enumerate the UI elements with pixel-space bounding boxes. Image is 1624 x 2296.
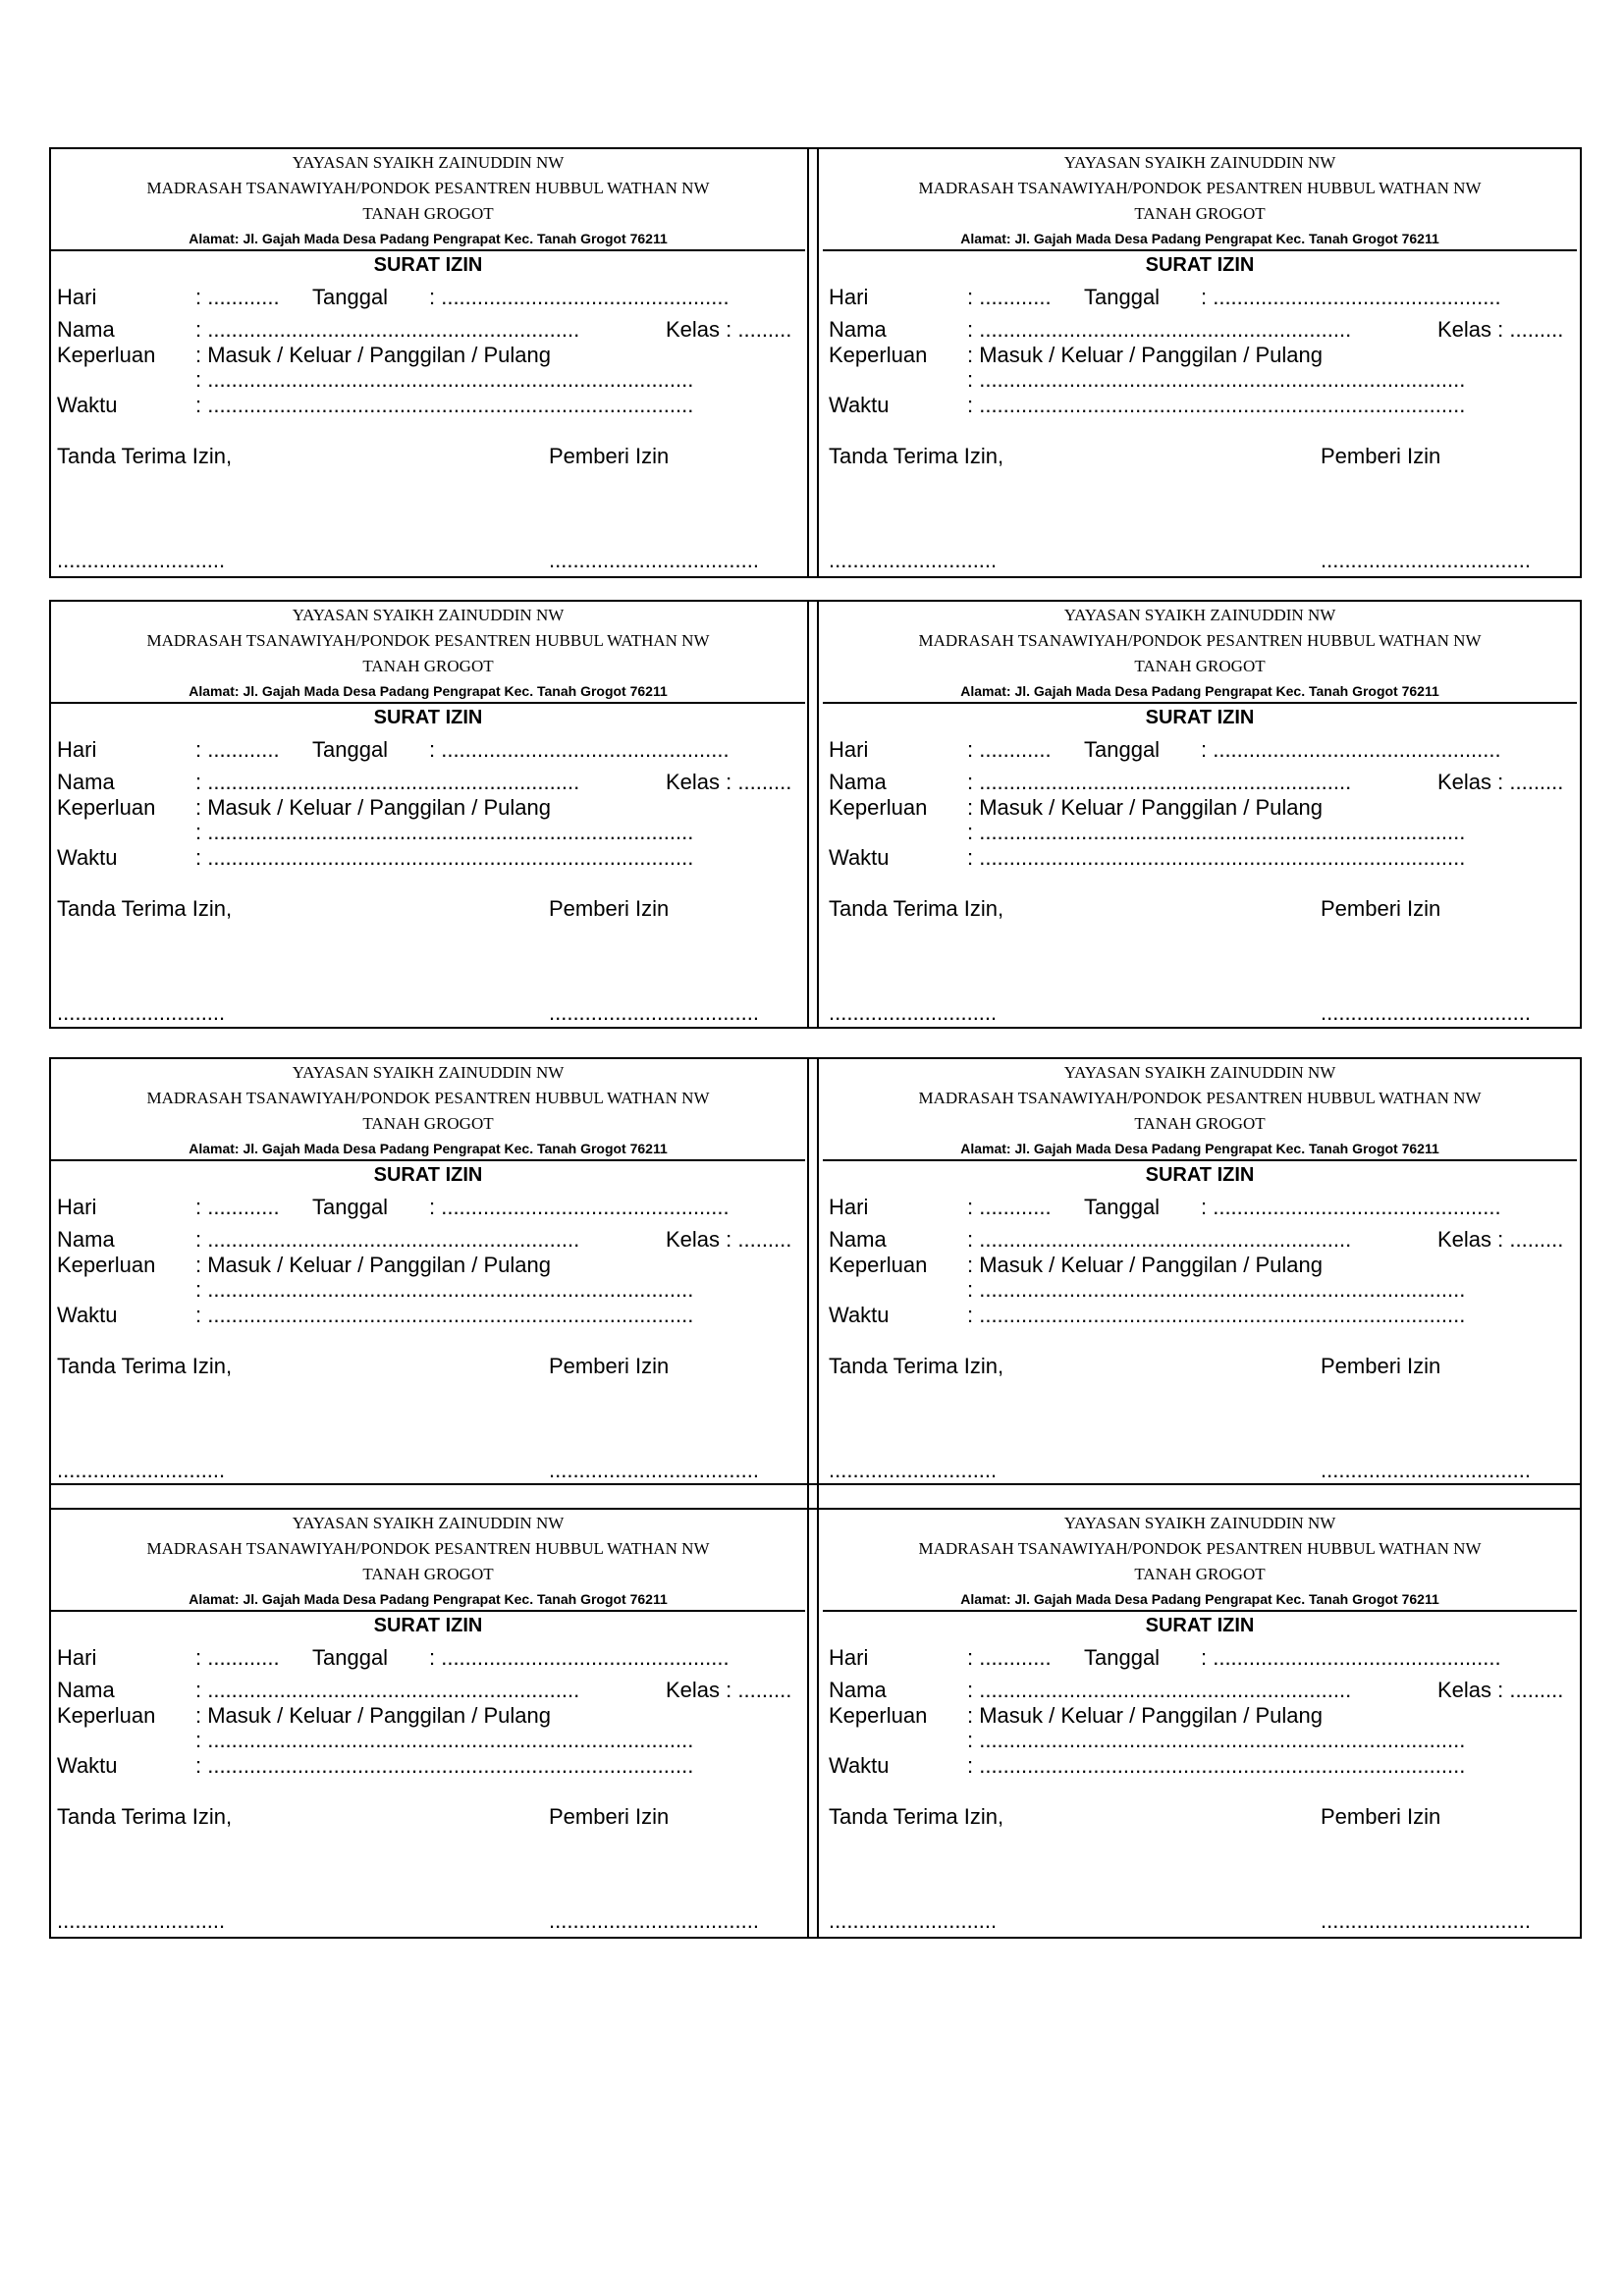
nama-field[interactable]: : .............................................................. [195,770,580,794]
slip-header [51,1059,805,1161]
issuer-signature-label: Pemberi Izin [1321,1354,1441,1378]
nama-field[interactable]: : .............................................................. [195,1227,580,1252]
hari-label: Hari [829,1645,869,1670]
school-location: TANAH GROGOT [362,204,494,223]
slip-title: SURAT IZIN [373,1164,483,1186]
tanggal-field[interactable]: : ................................................ [429,1195,730,1219]
hari-field[interactable]: : ............ [967,285,1052,309]
tanggal-field[interactable]: : ................................................ [1201,1195,1501,1219]
receiver-signature-line[interactable]: ............................ [57,1458,226,1482]
foundation-name: YAYASAN SYAIKH ZAINUDDIN NW [1063,1063,1336,1082]
nama-label: Nama [57,1678,115,1702]
school-name: MADRASAH TSANAWIYAH/PONDOK PESANTREN HUBBUL WATHAN NW [918,1539,1482,1558]
permit-slip [823,1510,1577,1937]
waktu-field[interactable]: : ................................................................................. [195,1753,694,1778]
slip-header [51,149,805,251]
slip-title: SURAT IZIN [373,707,483,728]
hari-label: Hari [829,285,869,309]
nama-field[interactable]: : .............................................................. [967,1678,1352,1702]
permit-slip [823,602,1577,1029]
school-address: Alamat: Jl. Gajah Mada Desa Padang Pengrapat Kec. Tanah Grogot 76211 [960,231,1439,246]
issuer-signature-label: Pemberi Izin [549,1804,670,1829]
tanggal-label: Tanggal [1084,285,1161,309]
slip-header [51,1510,805,1612]
nama-label: Nama [57,1227,115,1252]
school-location: TANAH GROGOT [362,1565,494,1583]
receiver-signature-label: Tanda Terima Izin, [829,896,1004,921]
foundation-name: YAYASAN SYAIKH ZAINUDDIN NW [292,153,565,172]
issuer-signature-line[interactable]: ................................... [549,1000,759,1025]
keperluan-extra-field[interactable]: : ................................................................................. [967,367,1466,392]
kelas-field[interactable]: Kelas : ......... [666,317,792,342]
slip-header [823,602,1577,704]
issuer-signature-label: Pemberi Izin [1321,444,1441,468]
receiver-signature-line[interactable]: ............................ [829,1458,998,1482]
school-location: TANAH GROGOT [1134,204,1266,223]
school-address: Alamat: Jl. Gajah Mada Desa Padang Pengrapat Kec. Tanah Grogot 76211 [189,231,668,246]
issuer-signature-label: Pemberi Izin [1321,896,1441,921]
permit-slip [823,1059,1577,1486]
receiver-signature-label: Tanda Terima Izin, [829,1804,1004,1829]
keperluan-extra-field[interactable]: : ................................................................................. [967,1277,1466,1302]
issuer-signature-label: Pemberi Izin [1321,1804,1441,1829]
keperluan-options[interactable]: : Masuk / Keluar / Panggilan / Pulang [195,1703,551,1728]
issuer-signature-line[interactable]: ................................... [1321,1000,1531,1025]
slip-title: SURAT IZIN [1145,1615,1255,1636]
hari-label: Hari [57,737,97,762]
issuer-signature-line[interactable]: ................................... [1321,1908,1531,1933]
hari-field[interactable]: : ............ [967,737,1052,762]
column-divider [807,602,819,1027]
waktu-field[interactable]: : ................................................................................. [967,1753,1466,1778]
foundation-name: YAYASAN SYAIKH ZAINUDDIN NW [1063,1514,1336,1532]
kelas-field[interactable]: Kelas : ......... [1437,1678,1564,1702]
keperluan-options[interactable]: : Masuk / Keluar / Panggilan / Pulang [967,343,1323,367]
kelas-field[interactable]: Kelas : ......... [666,770,792,794]
tanggal-field[interactable]: : ................................................ [429,737,730,762]
waktu-field[interactable]: : ................................................................................. [195,393,694,417]
slip-title: SURAT IZIN [1145,254,1255,276]
school-address: Alamat: Jl. Gajah Mada Desa Padang Pengrapat Kec. Tanah Grogot 76211 [189,1591,668,1607]
nama-label: Nama [829,770,887,794]
kelas-field[interactable]: Kelas : ......... [666,1227,792,1252]
issuer-signature-line[interactable]: ................................... [1321,548,1531,572]
tanggal-field[interactable]: : ................................................ [429,285,730,309]
nama-field[interactable]: : .............................................................. [967,770,1352,794]
waktu-label: Waktu [829,393,890,417]
keperluan-label: Keperluan [829,1253,928,1277]
tanggal-field[interactable]: : ................................................ [1201,285,1501,309]
keperluan-extra-field[interactable]: : ................................................................................. [967,1728,1466,1752]
column-divider [807,149,819,576]
tanggal-label: Tanggal [1084,737,1161,762]
slip-header [823,1510,1577,1612]
school-name: MADRASAH TSANAWIYAH/PONDOK PESANTREN HUBBUL WATHAN NW [918,179,1482,197]
hari-label: Hari [57,1195,97,1219]
waktu-field[interactable]: : ................................................................................. [967,1303,1466,1327]
nama-label: Nama [829,1227,887,1252]
keperluan-label: Keperluan [829,1703,928,1728]
receiver-signature-line[interactable]: ............................ [57,1908,226,1933]
slip-title: SURAT IZIN [1145,1164,1255,1186]
receiver-signature-line[interactable]: ............................ [57,548,226,572]
school-name: MADRASAH TSANAWIYAH/PONDOK PESANTREN HUBBUL WATHAN NW [146,1539,710,1558]
nama-field[interactable]: : .............................................................. [195,1678,580,1702]
receiver-signature-label: Tanda Terima Izin, [57,444,233,468]
school-address: Alamat: Jl. Gajah Mada Desa Padang Pengrapat Kec. Tanah Grogot 76211 [960,1591,1439,1607]
slip-header [823,1059,1577,1161]
permit-slip [823,149,1577,576]
waktu-field[interactable]: : ................................................................................. [967,393,1466,417]
foundation-name: YAYASAN SYAIKH ZAINUDDIN NW [292,1063,565,1082]
receiver-signature-line[interactable]: ............................ [829,548,998,572]
hari-label: Hari [57,285,97,309]
keperluan-label: Keperluan [57,1703,156,1728]
foundation-name: YAYASAN SYAIKH ZAINUDDIN NW [292,1514,565,1532]
receiver-signature-line[interactable]: ............................ [57,1000,226,1025]
waktu-label: Waktu [57,1753,118,1778]
receiver-signature-label: Tanda Terima Izin, [829,444,1004,468]
receiver-signature-label: Tanda Terima Izin, [57,1354,233,1378]
school-location: TANAH GROGOT [1134,1565,1266,1583]
tanggal-label: Tanggal [312,1195,389,1219]
hari-field[interactable]: : ............ [195,737,280,762]
foundation-name: YAYASAN SYAIKH ZAINUDDIN NW [1063,606,1336,624]
nama-field[interactable]: : .............................................................. [967,1227,1352,1252]
keperluan-options[interactable]: : Masuk / Keluar / Panggilan / Pulang [967,1253,1323,1277]
keperluan-extra-field[interactable]: : ................................................................................. [195,1277,694,1302]
foundation-name: YAYASAN SYAIKH ZAINUDDIN NW [292,606,565,624]
permit-slip [51,1059,805,1486]
school-location: TANAH GROGOT [1134,657,1266,675]
tanggal-field[interactable]: : ................................................ [1201,1645,1501,1670]
keperluan-label: Keperluan [57,795,156,820]
hari-field[interactable]: : ............ [967,1645,1052,1670]
school-address: Alamat: Jl. Gajah Mada Desa Padang Pengrapat Kec. Tanah Grogot 76211 [189,1141,668,1156]
tanggal-label: Tanggal [312,1645,389,1670]
nama-label: Nama [57,317,115,342]
keperluan-options[interactable]: : Masuk / Keluar / Panggilan / Pulang [967,795,1323,820]
hari-field[interactable]: : ............ [967,1195,1052,1219]
issuer-signature-label: Pemberi Izin [549,896,670,921]
slip-header [51,602,805,704]
receiver-signature-label: Tanda Terima Izin, [57,1804,233,1829]
keperluan-extra-field[interactable]: : ................................................................................. [195,820,694,844]
school-address: Alamat: Jl. Gajah Mada Desa Padang Pengrapat Kec. Tanah Grogot 76211 [960,1141,1439,1156]
school-name: MADRASAH TSANAWIYAH/PONDOK PESANTREN HUBBUL WATHAN NW [918,631,1482,650]
column-divider [807,1059,819,1937]
school-name: MADRASAH TSANAWIYAH/PONDOK PESANTREN HUBBUL WATHAN NW [146,1089,710,1107]
permit-slip [51,1510,805,1937]
waktu-field[interactable]: : ................................................................................. [967,845,1466,870]
keperluan-extra-field[interactable]: : ................................................................................. [967,820,1466,844]
tanggal-label: Tanggal [312,737,389,762]
school-address: Alamat: Jl. Gajah Mada Desa Padang Pengrapat Kec. Tanah Grogot 76211 [960,683,1439,699]
school-name: MADRASAH TSANAWIYAH/PONDOK PESANTREN HUBBUL WATHAN NW [146,631,710,650]
issuer-signature-label: Pemberi Izin [549,444,670,468]
school-name: MADRASAH TSANAWIYAH/PONDOK PESANTREN HUBBUL WATHAN NW [146,179,710,197]
keperluan-extra-field[interactable]: : ................................................................................. [195,1728,694,1752]
foundation-name: YAYASAN SYAIKH ZAINUDDIN NW [1063,153,1336,172]
nama-label: Nama [57,770,115,794]
waktu-field[interactable]: : ................................................................................. [195,1303,694,1327]
keperluan-label: Keperluan [829,343,928,367]
tanggal-label: Tanggal [1084,1645,1161,1670]
slip-title: SURAT IZIN [373,1615,483,1636]
keperluan-options[interactable]: : Masuk / Keluar / Panggilan / Pulang [195,795,551,820]
receiver-signature-label: Tanda Terima Izin, [57,896,233,921]
issuer-signature-line[interactable]: ................................... [1321,1458,1531,1482]
receiver-signature-line[interactable]: ............................ [829,1000,998,1025]
tanggal-field[interactable]: : ................................................ [429,1645,730,1670]
kelas-field[interactable]: Kelas : ......... [1437,1227,1564,1252]
permit-slip [51,602,805,1029]
slip-title: SURAT IZIN [1145,707,1255,728]
tanggal-field[interactable]: : ................................................ [1201,737,1501,762]
keperluan-extra-field[interactable]: : ................................................................................. [195,367,694,392]
school-location: TANAH GROGOT [1134,1114,1266,1133]
permit-slip [51,149,805,576]
kelas-field[interactable]: Kelas : ......... [1437,770,1564,794]
waktu-label: Waktu [829,1753,890,1778]
waktu-label: Waktu [829,845,890,870]
receiver-signature-label: Tanda Terima Izin, [829,1354,1004,1378]
issuer-signature-line[interactable]: ................................... [549,1908,759,1933]
waktu-field[interactable]: : ................................................................................. [195,845,694,870]
hari-field[interactable]: : ............ [195,285,280,309]
nama-field[interactable]: : .............................................................. [195,317,580,342]
keperluan-label: Keperluan [57,1253,156,1277]
tanggal-label: Tanggal [312,285,389,309]
slip-title: SURAT IZIN [373,254,483,276]
school-location: TANAH GROGOT [362,657,494,675]
waktu-label: Waktu [57,845,118,870]
nama-label: Nama [829,317,887,342]
issuer-signature-line[interactable]: ................................... [549,548,759,572]
issuer-signature-line[interactable]: ................................... [549,1458,759,1482]
keperluan-label: Keperluan [57,343,156,367]
hari-field[interactable]: : ............ [195,1645,280,1670]
tanggal-label: Tanggal [1084,1195,1161,1219]
kelas-field[interactable]: Kelas : ......... [1437,317,1564,342]
nama-field[interactable]: : .............................................................. [967,317,1352,342]
waktu-label: Waktu [57,393,118,417]
school-address: Alamat: Jl. Gajah Mada Desa Padang Pengrapat Kec. Tanah Grogot 76211 [189,683,668,699]
school-location: TANAH GROGOT [362,1114,494,1133]
keperluan-options[interactable]: : Masuk / Keluar / Panggilan / Pulang [967,1703,1323,1728]
hari-label: Hari [829,1195,869,1219]
keperluan-label: Keperluan [829,795,928,820]
receiver-signature-line[interactable]: ............................ [829,1908,998,1933]
nama-label: Nama [829,1678,887,1702]
hari-label: Hari [829,737,869,762]
hari-field[interactable]: : ............ [195,1195,280,1219]
school-name: MADRASAH TSANAWIYAH/PONDOK PESANTREN HUBBUL WATHAN NW [918,1089,1482,1107]
waktu-label: Waktu [829,1303,890,1327]
hari-label: Hari [57,1645,97,1670]
waktu-label: Waktu [57,1303,118,1327]
issuer-signature-label: Pemberi Izin [549,1354,670,1378]
slip-header [823,149,1577,251]
keperluan-options[interactable]: : Masuk / Keluar / Panggilan / Pulang [195,1253,551,1277]
keperluan-options[interactable]: : Masuk / Keluar / Panggilan / Pulang [195,343,551,367]
kelas-field[interactable]: Kelas : ......... [666,1678,792,1702]
